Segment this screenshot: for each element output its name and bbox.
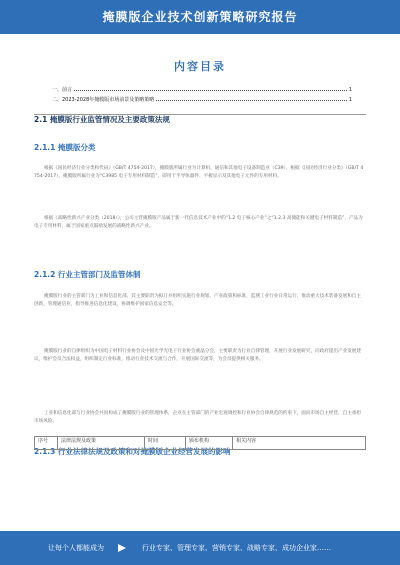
section-heading-2-1: 2.1 掩膜版行业监管情况及主要政策法规 xyxy=(34,115,170,124)
section-heading-2-1-3: 2.1.3 行业法律法规及政策和对掩膜版企业经营发展的影响 xyxy=(34,447,231,456)
table-header-cell: 相关内容 xyxy=(233,437,366,450)
toc-entry[interactable] xyxy=(52,84,352,93)
table-header-row xyxy=(35,437,366,450)
document-page xyxy=(0,34,400,531)
arrow-right-icon xyxy=(118,544,126,552)
report-header xyxy=(0,0,400,34)
toc-leader-dots xyxy=(74,90,347,91)
report-title: 掩膜版企业技术创新策略研究报告 xyxy=(102,10,298,24)
table-header-cell: 序号 xyxy=(35,437,58,450)
section-heading-2-1-1: 2.1.1 掩膜版分类 xyxy=(34,143,96,152)
table-header-cell: 法律法规及政策 xyxy=(58,437,145,450)
paragraph: 掩膜版行业的自律组织为中国电子材料行业协会及中国光学光电子行业协会液晶分会，主要职责为行业自律管理，开展行业发展研究，向政府提出产业发展建议，维护会员合法权益，组织制定行业标准，推动行业技术交流与合作，开展国际交流等，为会员提供相关服务。 xyxy=(34,349,361,363)
paragraph: 根据《战略性新兴产业分类（2018）》，公司主营掩膜版产品属于新一代信息技术产业中的“1.2 电子核心产业”之“1.2.3 高储能和关键电子材料制造”，产品为电子专用材料，属于国家重点鼓励发展的战略性新兴产业。 xyxy=(34,216,363,230)
regulations-table xyxy=(34,436,366,450)
footer-roles: 行业专家、管理专家、营销专家、战略专家、成功企业家…… xyxy=(142,544,331,552)
paragraph: 掩膜版行业的主管部门为工业和信息化部，其主要职责为拟订并组织实施行业规划、产业政策和标准，监测工业行业日常运行，推动重大技术装备发展和自主创新，管理通信业，指导推进信息化建设，协调维护国家信息安全等。 xyxy=(34,294,361,308)
toc-entry-page: 1 xyxy=(348,97,352,103)
toc-entry-label: 二、2023-2028年掩膜版市场前景及策略策略 xyxy=(52,97,155,103)
paragraph: 根据《国民经济行业分类和代码》（GB/T 4754-2017），掩膜版所属行业为计算机、通信和其他电子设备制造业（C39），根据《国民经济行业分类》（GB/T 4754-2017），掩膜版所属行业为“C3985 电子专用材料制造”，即用于半导体器件、平板显示及其他电子元件的专用材料。 xyxy=(34,166,364,180)
table-header-cell: 颁布机构 xyxy=(186,437,233,450)
table-header-cell: 时间 xyxy=(145,437,186,450)
toc-title: 内容目录 xyxy=(174,60,226,73)
paragraph: 工业和信息化部与行业协会共同构成了掩膜版行业的管理体系，企业在主管部门的产业宏观调控和行业协会自律规范的约束下，面向市场自主经营，自主承担市场风险。 xyxy=(34,411,361,425)
report-footer xyxy=(0,531,400,565)
footer-slogan: 让每个人都能成为 xyxy=(48,544,104,552)
section-heading-2-1-2: 2.1.2 行业主管部门及监管体制 xyxy=(34,270,141,279)
toc-leader-dots xyxy=(156,100,347,101)
toc-entry[interactable] xyxy=(52,94,352,103)
toc-entry-page: 1 xyxy=(348,87,352,93)
toc-entry-label: 一、前言 xyxy=(52,87,73,93)
